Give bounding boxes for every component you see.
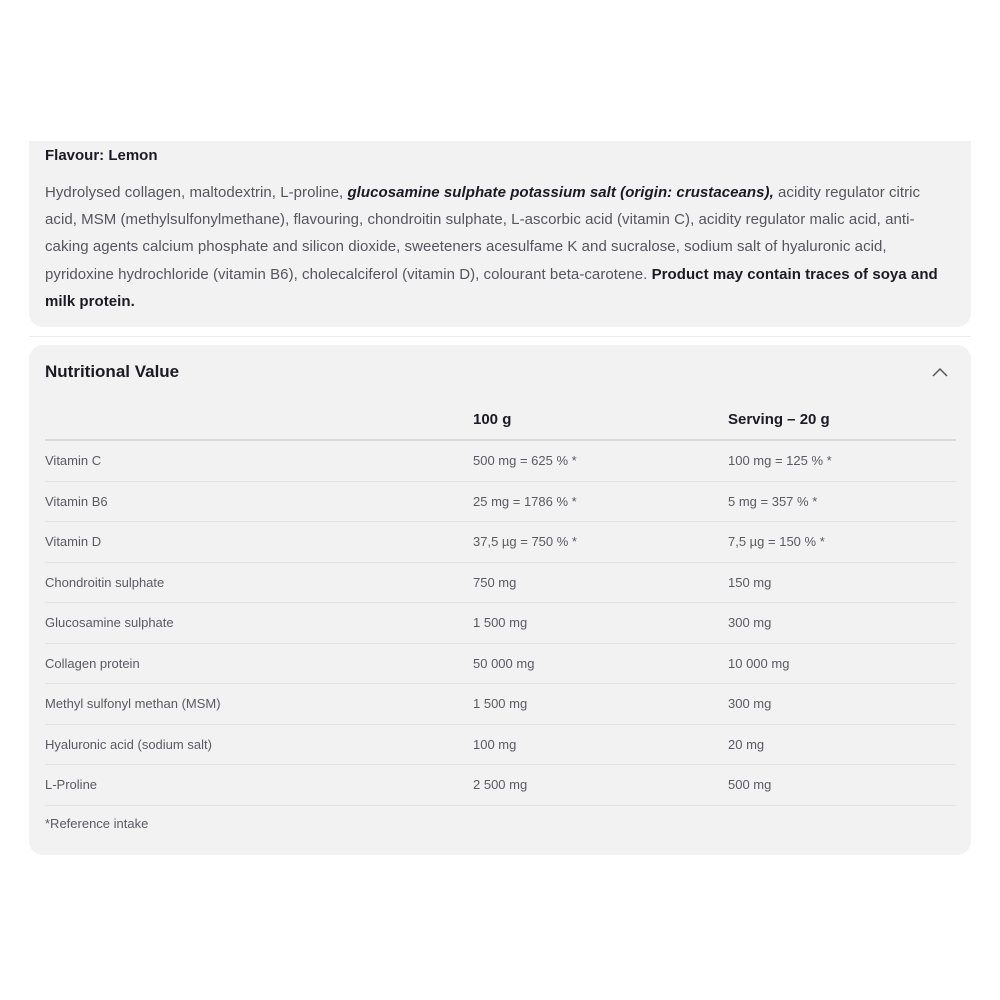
table-row xyxy=(45,440,956,481)
nutrition-title: Nutritional Value xyxy=(45,362,180,381)
chevron-up-icon xyxy=(932,367,948,377)
value-per-serving: 5 mg = 357 % * xyxy=(728,481,956,522)
table-row xyxy=(45,522,956,563)
header-per-serving: Serving – 20 g xyxy=(728,399,956,440)
header-nutrient xyxy=(45,399,473,440)
value-per-100g: 1 500 mg xyxy=(473,684,728,725)
value-per-serving: 20 mg xyxy=(728,724,956,765)
nutrition-table xyxy=(45,399,956,806)
value-per-100g: 25 mg = 1786 % * xyxy=(473,481,728,522)
value-per-serving: 300 mg xyxy=(728,603,956,644)
nutrient-name: Vitamin C xyxy=(45,440,473,481)
nutrient-name: L-Proline xyxy=(45,765,473,806)
section-divider xyxy=(29,336,971,337)
nutrient-name: Chondroitin sulphate xyxy=(45,562,473,603)
flavour-title: Flavour: Lemon xyxy=(45,147,158,164)
table-row xyxy=(45,724,956,765)
allergen-warning: Product may contain traces of soya and milk protein. xyxy=(45,265,938,310)
value-per-serving: 7,5 µg = 150 % * xyxy=(728,522,956,563)
value-per-serving: 100 mg = 125 % * xyxy=(728,440,956,481)
table-row xyxy=(45,765,956,806)
nutrient-name: Vitamin B6 xyxy=(45,481,473,522)
ingredients-card xyxy=(29,141,971,327)
value-per-100g: 100 mg xyxy=(473,724,728,765)
table-row xyxy=(45,643,956,684)
reference-intake-footnote: *Reference intake xyxy=(45,816,149,831)
ingredients-text xyxy=(45,179,955,315)
collapse-toggle-button[interactable] xyxy=(929,363,951,381)
ingredients-text-part2: acidity regulator citric acid, MSM (methylsulfonylmethane), flavouring, chondroitin sulphate, L-ascorbic acid (vitamin C), acidity regulator malic acid, anti-caking agents calcium phosphate and silicon dioxide, sweeteners acesulfame K and sucralose, sodium salt of hyaluronic acid, pyridoxine hydrochloride (vitamin B6), cholecalciferol (vitamin D), colourant beta-carotene. xyxy=(45,184,921,283)
nutrient-name: Glucosamine sulphate xyxy=(45,603,473,644)
value-per-serving: 10 000 mg xyxy=(728,643,956,684)
nutrient-name: Hyaluronic acid (sodium salt) xyxy=(45,724,473,765)
value-per-serving: 150 mg xyxy=(728,562,956,603)
value-per-serving: 500 mg xyxy=(728,765,956,806)
nutrient-name: Methyl sulfonyl methan (MSM) xyxy=(45,684,473,725)
table-row xyxy=(45,562,956,603)
table-header-row xyxy=(45,399,956,440)
value-per-100g: 500 mg = 625 % * xyxy=(473,440,728,481)
nutrient-name: Vitamin D xyxy=(45,522,473,563)
value-per-100g: 37,5 µg = 750 % * xyxy=(473,522,728,563)
value-per-serving: 300 mg xyxy=(728,684,956,725)
ingredients-text-part1: Hydrolysed collagen, maltodextrin, L-proline, xyxy=(45,184,348,201)
table-row xyxy=(45,603,956,644)
nutrient-name: Collagen protein xyxy=(45,643,473,684)
allergen-highlight: glucosamine sulphate potassium salt (origin: crustaceans), xyxy=(347,184,774,201)
value-per-100g: 2 500 mg xyxy=(473,765,728,806)
nutrition-card xyxy=(29,345,971,855)
header-per-100g: 100 g xyxy=(473,399,728,440)
value-per-100g: 750 mg xyxy=(473,562,728,603)
value-per-100g: 1 500 mg xyxy=(473,603,728,644)
value-per-100g: 50 000 mg xyxy=(473,643,728,684)
table-row xyxy=(45,684,956,725)
table-row xyxy=(45,481,956,522)
